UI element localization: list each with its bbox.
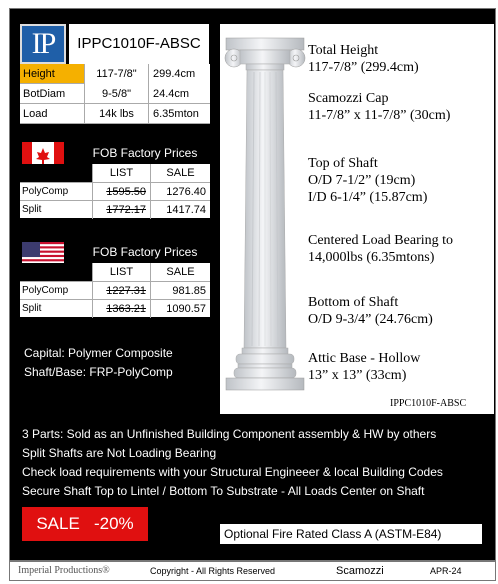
model-number: IPPC1010F-ABSC [69,24,209,64]
footer [9,561,496,581]
price-row [20,299,210,317]
annotation-base: Attic Base - Hollow 13” x 13” (33cm) [308,351,421,383]
price-row [20,182,210,200]
product-image [220,24,494,414]
note-line: Check load requirements with your Structural Engineeer & local Building Codes [22,465,443,479]
spec-panel [9,8,496,561]
sale-badge: SALE -20% [22,507,148,541]
price-header [20,164,210,182]
price-row [20,281,210,299]
style-name: Scamozzi [336,565,384,577]
sale-header: SALE [150,164,210,182]
spec-label: BotDiam [23,88,66,100]
spec-row-height [20,64,210,84]
note-line: Secure Shaft Top to Lintel / Bottom To Substrate - All Loads Center on Shaft [22,484,425,498]
spec-row-botdiam [20,84,210,104]
price-table-usa [20,263,210,317]
sale-price: 981.85 [150,282,210,300]
spec-metric: 24.4cm [148,84,210,104]
product-name: Split [22,303,42,314]
price-row [20,200,210,218]
spec-label: Load [23,108,48,120]
copyright: Copyright - All Rights Reserved [150,566,276,576]
list-price: 1227.31 [92,282,150,300]
spec-row-load [20,104,210,124]
list-price: 1595.50 [92,183,150,201]
product-name: PolyComp [22,285,69,296]
column-illustration [220,32,310,392]
company-name: Imperial Productions® [18,565,110,576]
price-header [20,263,210,281]
spec-metric: 6.35mton [148,104,210,124]
note-line: 3 Parts: Sold as an Unfinished Building Component assembly & HW by others [22,427,437,441]
list-price: 1363.21 [92,300,150,318]
sale-price: 1090.57 [150,300,210,318]
price-table-canada [20,164,210,218]
annotation-total-height: Total Height 117-7/8” (299.4cm) [308,43,419,75]
annotation-top-shaft: Top of Shaft O/D 7-1/2” (19cm) I/D 6-1/4” (15.87cm) [308,156,428,205]
list-header: LIST [92,164,150,182]
image-model-code: IPPC1010F-ABSC [390,398,467,409]
note-line: Split Shafts are Not Loading Bearing [22,446,217,460]
spec-imperial: 14k lbs [84,104,148,124]
product-name: PolyComp [22,186,69,197]
annotation-cap: Scamozzi Cap 11-7/8” x 11-7/8” (30cm) [308,91,451,123]
product-name: Split [22,204,42,215]
spec-label: Height [23,68,55,80]
spec-metric: 299.4cm [148,64,210,84]
company-logo: IP [20,24,66,64]
annotation-load: Centered Load Bearing to 14,000lbs (6.35mtons) [308,233,454,265]
list-price: 1772.17 [92,201,150,219]
fire-rating-label: Optional Fire Rated Class A (ASTM-E84) [220,524,482,544]
sale-price: 1417.74 [150,201,210,219]
sale-header: SALE [150,263,210,281]
capital-material: Capital: Polymer Composite [24,346,173,360]
fob-title-usa: FOB Factory Prices [92,245,198,259]
list-header: LIST [92,263,150,281]
shaft-material: Shaft/Base: FRP-PolyComp [24,365,173,379]
spec-imperial: 9-5/8" [84,84,148,104]
spec-imperial: 117-7/8" [84,64,148,84]
annotation-bottom-shaft: Bottom of Shaft O/D 9-3/4” (24.76cm) [308,295,433,327]
revision-date: APR-24 [430,566,462,576]
sale-price: 1276.40 [150,183,210,201]
fob-title-canada: FOB Factory Prices [92,146,198,160]
